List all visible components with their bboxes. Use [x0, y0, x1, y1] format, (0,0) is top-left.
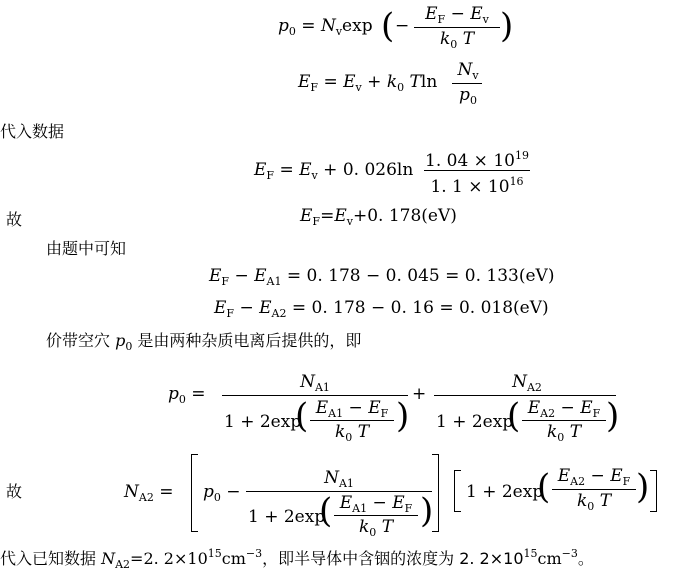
- paren-open: (: [319, 491, 333, 531]
- text-valence-holes: 价带空穴 $p_0$ 是由两种杂质电离后提供的，即: [46, 331, 362, 353]
- eq-p0-sum-lhs: $p_0$ =: [168, 384, 206, 406]
- eq-p0-sum-bar2: [434, 395, 616, 396]
- paren-close: ): [420, 491, 434, 531]
- eq-p0-lhs: $p_0 = N_v\exp$: [278, 16, 373, 38]
- eq-na2-b2: 1 + 2exp: [466, 482, 544, 502]
- eq-na2-bar1: [246, 491, 432, 492]
- paren-close: ): [396, 396, 410, 436]
- eq-p0-sum-e2n: $E_{A2} - E_F$: [527, 398, 601, 420]
- paren-open: (: [537, 467, 551, 507]
- bracket-close: [650, 470, 657, 512]
- text-therefore-1: 故: [6, 210, 23, 229]
- paren-open: (: [295, 396, 309, 436]
- eq-p0-sum-e2bar: [522, 420, 606, 421]
- eq-ef-ea1: $E_F - E_{A1} = 0$. 178 − 0. 045 = 0. 133(eV): [209, 266, 555, 288]
- text-from-problem: 由题中可知: [46, 239, 127, 258]
- eq-ef-result: $E_F=E_v+0$. 178(eV): [300, 206, 457, 228]
- eq-na2-n1: $N_{A1}$: [324, 468, 354, 490]
- eq-na2-e1n: $E_{A1} - E_F$: [339, 493, 413, 515]
- eq-p0-sum-d1: 1 + 2exp: [224, 412, 302, 432]
- eq-na2-p0: $p_0$ −: [203, 482, 241, 504]
- eq-ef-den: $p_0$: [459, 85, 477, 107]
- paren-open: (: [507, 396, 521, 436]
- eq-na2-e2d: $k_0$ T: [576, 491, 612, 513]
- eq-na2-e2bar: [552, 489, 636, 490]
- bracket-open: [191, 454, 198, 532]
- text-therefore-2: 故: [6, 482, 23, 501]
- eq-ef-numeric-den: 1. $1 \times 10^{16}$: [430, 175, 524, 197]
- eq-na2-lhs: $N_{A2}$ =: [124, 482, 174, 504]
- eq-na2-d1: 1 + 2exp: [248, 507, 326, 527]
- eq-na2-e2n: $E_{A2} - E_F$: [557, 466, 631, 488]
- eq-p0-bar: [414, 27, 500, 28]
- eq-p0-sum-e1n: $E_{A1} - E_F$: [315, 398, 389, 420]
- eq-ef-lhs: $E_F = E_v + k_0$ Tln: [298, 72, 438, 94]
- eq-p0-sum-d2: 1 + 2exp: [436, 412, 514, 432]
- text-substitute-data: 代入数据: [0, 122, 65, 141]
- eq-p0-minus: −: [395, 16, 410, 36]
- eq-p0-sum-plus: +: [412, 384, 427, 404]
- eq-ef-numeric-bar: [424, 170, 530, 171]
- eq-ef-numeric-num: 1. $04 \times 10^{19}$: [425, 149, 529, 171]
- eq-p0-sum-bar1: [222, 395, 408, 396]
- paren-close: ): [500, 6, 514, 46]
- eq-p0-sum-n2: $N_{A2}$: [512, 372, 542, 394]
- bracket-open: [454, 470, 461, 512]
- eq-ef-bar: [452, 83, 482, 84]
- eq-p0-sum-e1bar: [310, 420, 394, 421]
- eq-ef-ea2: $E_F - E_{A2} = 0$. 178 − 0. 16 = 0. 018(eV): [214, 298, 549, 320]
- paren-open: (: [381, 6, 395, 46]
- eq-p0-sum-n1: $N_{A1}$: [300, 372, 330, 394]
- eq-na2-e1bar: [334, 515, 418, 516]
- eq-ef-numeric-lhs: $E_F = E_v + 0$. 026ln: [254, 160, 414, 182]
- paren-close: ): [606, 396, 620, 436]
- eq-ef-num: $N_v$: [457, 60, 479, 82]
- eq-p0-sum-e2d: $k_0$ T: [546, 422, 582, 444]
- paren-close: ): [636, 467, 650, 507]
- eq-p0-num: $E_F - E_v$: [425, 4, 489, 26]
- eq-p0-den: $k_0$ T: [439, 29, 475, 51]
- eq-p0-sum-e1d: $k_0$ T: [334, 422, 370, 444]
- bracket-close: [432, 454, 439, 532]
- eq-na2-e1d: $k_0$ T: [358, 517, 394, 539]
- text-conclusion: 代入已知数据 $N_{A2}=2$. $2\times 10^{15}cm^{-3}$，即半导体中含铟的浓度为 2. $2\times 10^{15}cm^{-3}$。: [0, 547, 594, 571]
